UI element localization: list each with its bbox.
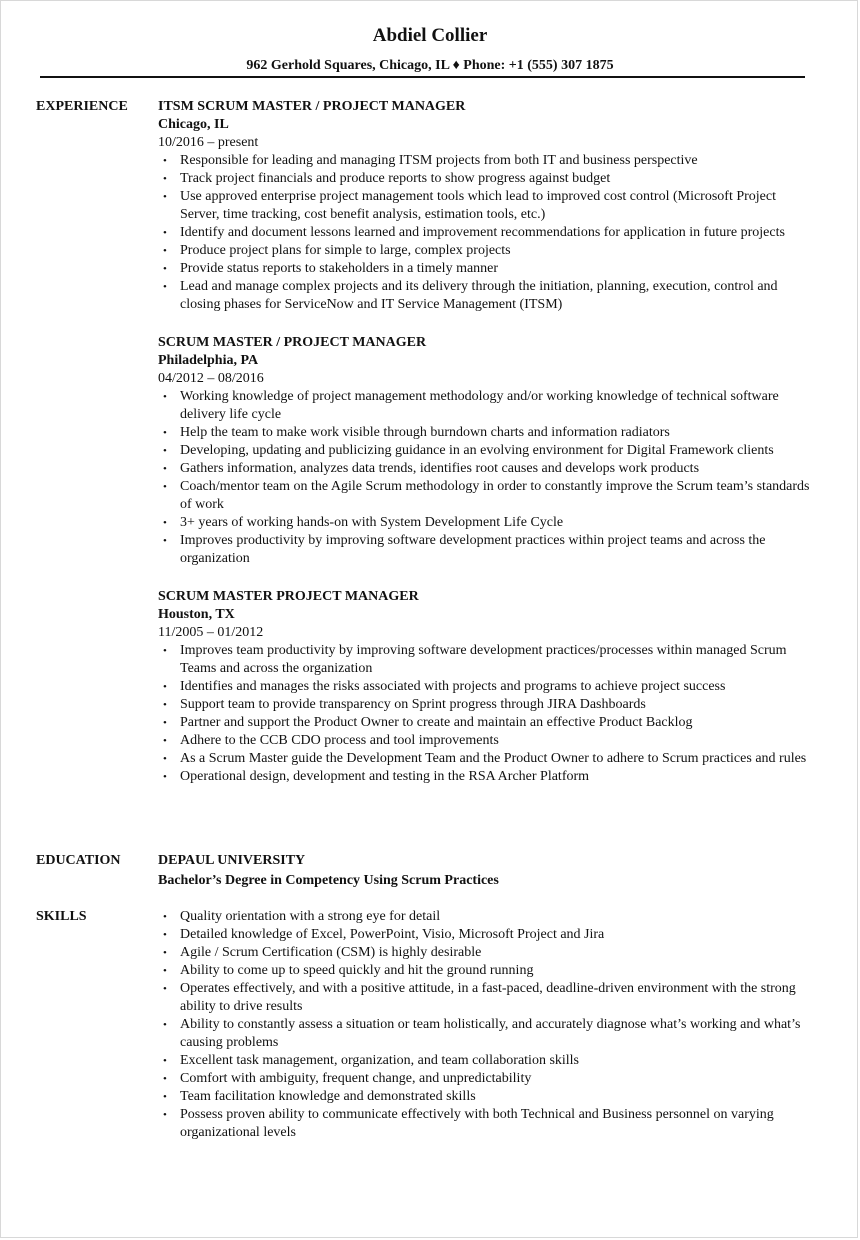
job-dates: 11/2005 – 01/2012: [158, 625, 264, 640]
list-item: [158, 478, 818, 514]
list-item: [158, 424, 818, 442]
job-title: SCRUM MASTER / PROJECT MANAGER: [158, 335, 427, 350]
bullet-icon: •: [163, 947, 167, 959]
job-entry: [158, 588, 818, 786]
bullet-text: Support team to provide transparency on Sprint progress through JIRA Dashboards: [180, 697, 646, 712]
bullet-icon: •: [163, 263, 167, 275]
job-dates: 04/2012 – 08/2016: [158, 371, 264, 386]
list-item: [158, 750, 818, 768]
list-item: [158, 1070, 818, 1088]
bullet-text: Improves team productivity by improving software development practices/processes within managed Scrum Teams and across the organization: [180, 643, 787, 676]
bullet-icon: •: [163, 717, 167, 729]
list-item: [158, 260, 818, 278]
bullet-icon: •: [163, 281, 167, 293]
bullet-text: Gathers information, analyzes data trends, identifies root causes and develops work products: [180, 461, 700, 476]
list-item: [158, 224, 818, 242]
bullet-text: Possess proven ability to communicate effectively with both Technical and Business personnel on varying organizational levels: [180, 1107, 774, 1140]
job-dates: 10/2016 – present: [158, 135, 259, 150]
bullet-icon: •: [163, 735, 167, 747]
bullet-text: Improves productivity by improving software development practices within project teams and across the organization: [180, 533, 766, 566]
bullet-text: Excellent task management, organization, and team collaboration skills: [180, 1053, 580, 1068]
bullet-icon: •: [163, 245, 167, 257]
bullet-text: Coach/mentor team on the Agile Scrum methodology in order to constantly improve the Scrum team’s standards of work: [180, 479, 810, 512]
bullet-text: Adhere to the CCB CDO process and tool improvements: [180, 733, 499, 748]
bullet-icon: •: [163, 771, 167, 783]
bullet-text: Ability to constantly assess a situation or team holistically, and accurately diagnose what’s working and what’s causing problems: [180, 1017, 801, 1050]
bullet-icon: •: [163, 645, 167, 657]
bullet-icon: •: [163, 427, 167, 439]
bullet-text: Operational design, development and testing in the RSA Archer Platform: [180, 769, 590, 784]
bullet-text: Team facilitation knowledge and demonstrated skills: [180, 1089, 476, 1104]
job-entry: [158, 334, 818, 568]
skills-list: [158, 908, 818, 1142]
bullet-text: Track project financials and produce reports to show progress against budget: [180, 171, 611, 186]
bullet-icon: •: [163, 911, 167, 923]
list-item: [158, 388, 818, 424]
job-title: ITSM SCRUM MASTER / PROJECT MANAGER: [158, 99, 466, 114]
bullet-icon: •: [163, 965, 167, 977]
experience-list: [158, 98, 818, 806]
school-name: DEPAUL UNIVERSITY: [158, 853, 306, 868]
bullet-icon: •: [163, 173, 167, 185]
job-bullets: [158, 642, 818, 786]
bullet-text: Lead and manage complex projects and its delivery through the initiation, planning, execution, control and closing phases for ServiceNow and IT Service Management (ITSM): [180, 279, 778, 312]
bullet-text: Operates effectively, and with a positive attitude, in a fast-paced, deadline-driven environment with the strong ability to drive results: [180, 981, 796, 1014]
bullet-icon: •: [163, 191, 167, 203]
bullet-icon: •: [163, 929, 167, 941]
skills-body: [158, 908, 818, 1142]
bullet-icon: •: [163, 463, 167, 475]
job-bullets: [158, 152, 818, 314]
list-item: [158, 696, 818, 714]
bullet-text: Working knowledge of project management methodology and/or working knowledge of technical software delivery life cycle: [180, 389, 779, 422]
bullet-icon: •: [163, 1073, 167, 1085]
contact-line: 962 Gerhold Squares, Chicago, IL ♦ Phone: +1 (555) 307 1875: [246, 58, 614, 73]
bullet-icon: •: [163, 227, 167, 239]
list-item: [158, 188, 818, 224]
bullet-text: Developing, updating and publicizing guidance in an evolving environment for Digital Framework clients: [180, 443, 774, 458]
list-item: [158, 678, 818, 696]
bullet-text: Partner and support the Product Owner to create and maintain an effective Product Backlog: [180, 715, 693, 730]
bullet-text: Responsible for leading and managing ITSM projects from both IT and business perspective: [180, 153, 698, 168]
bullet-icon: •: [163, 1109, 167, 1121]
bullet-text: Comfort with ambiguity, frequent change, and unpredictability: [180, 1071, 532, 1086]
bullet-text: Ability to come up to speed quickly and hit the ground running: [180, 963, 534, 978]
degree-name: Bachelor’s Degree in Competency Using Scrum Practices: [158, 873, 499, 888]
list-item: [158, 460, 818, 478]
job-location: Chicago, IL: [158, 117, 229, 132]
list-item: [158, 1052, 818, 1070]
section-label-experience: EXPERIENCE: [36, 99, 128, 114]
bullet-text: Identify and document lessons learned and improvement recommendations for application in future projects: [180, 225, 785, 240]
section-label-education: EDUCATION: [36, 853, 121, 868]
list-item: [158, 732, 818, 750]
bullet-text: Quality orientation with a strong eye for detail: [180, 909, 441, 924]
bullet-text: 3+ years of working hands-on with System Development Life Cycle: [180, 515, 564, 530]
bullet-text: Agile / Scrum Certification (CSM) is highly desirable: [180, 945, 482, 960]
list-item: [158, 1016, 818, 1052]
list-item: [158, 152, 818, 170]
list-item: [158, 1106, 818, 1142]
job-title: SCRUM MASTER PROJECT MANAGER: [158, 589, 419, 604]
bullet-icon: •: [163, 1055, 167, 1067]
job-location: Houston, TX: [158, 607, 235, 622]
bullet-icon: •: [163, 1019, 167, 1031]
bullet-icon: •: [163, 391, 167, 403]
job-location: Philadelphia, PA: [158, 353, 259, 368]
header-divider: [40, 76, 805, 78]
list-item: [158, 944, 818, 962]
bullet-text: Use approved enterprise project management tools which lead to improved cost control (Microsoft Project Server, time tracking, cost benefit analysis, estimation tools, etc.): [180, 189, 776, 222]
bullet-icon: •: [163, 699, 167, 711]
list-item: [158, 962, 818, 980]
bullet-text: Help the team to make work visible through burndown charts and information radiators: [180, 425, 670, 440]
list-item: [158, 278, 818, 314]
bullet-icon: •: [163, 445, 167, 457]
list-item: [158, 926, 818, 944]
list-item: [158, 514, 818, 532]
list-item: [158, 768, 818, 786]
bullet-icon: •: [163, 535, 167, 547]
bullet-text: Provide status reports to stakeholders in a timely manner: [180, 261, 499, 276]
list-item: [158, 442, 818, 460]
bullet-text: As a Scrum Master guide the Development Team and the Product Owner to adhere to Scrum practices and rules: [180, 751, 807, 766]
candidate-name: Abdiel Collier: [372, 25, 488, 46]
bullet-icon: •: [163, 983, 167, 995]
list-item: [158, 908, 818, 926]
list-item: [158, 532, 818, 568]
bullet-icon: •: [163, 1091, 167, 1103]
bullet-icon: •: [163, 681, 167, 693]
list-item: [158, 714, 818, 732]
bullet-text: Detailed knowledge of Excel, PowerPoint, Visio, Microsoft Project and Jira: [180, 927, 605, 942]
bullet-icon: •: [163, 517, 167, 529]
bullet-text: Produce project plans for simple to large, complex projects: [180, 243, 511, 258]
list-item: [158, 242, 818, 260]
section-label-skills: SKILLS: [36, 909, 87, 924]
list-item: [158, 170, 818, 188]
list-item: [158, 642, 818, 678]
bullet-icon: •: [163, 155, 167, 167]
education-body: [158, 852, 818, 890]
bullet-text: Identifies and manages the risks associated with projects and programs to achieve project success: [180, 679, 726, 694]
bullet-icon: •: [163, 753, 167, 765]
bullet-icon: •: [163, 481, 167, 493]
job-bullets: [158, 388, 818, 568]
list-item: [158, 980, 818, 1016]
list-item: [158, 1088, 818, 1106]
job-entry: [158, 98, 818, 314]
resume-header: [0, 24, 860, 75]
